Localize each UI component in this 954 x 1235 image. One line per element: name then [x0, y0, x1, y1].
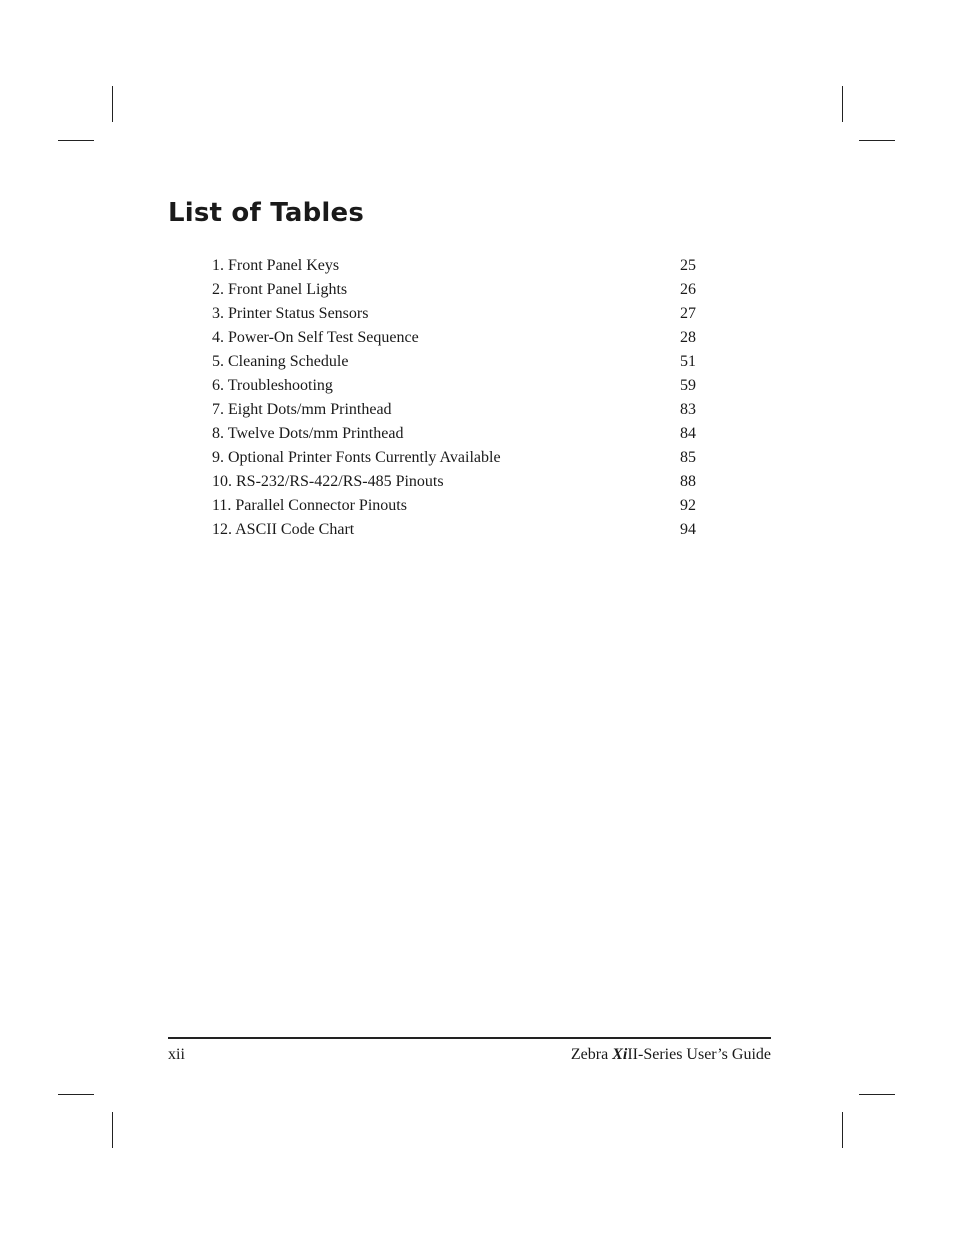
list-item[interactable]	[212, 470, 696, 494]
table-entry-page: 27	[680, 305, 696, 322]
table-entry-page: 94	[680, 521, 696, 538]
list-item[interactable]	[212, 518, 696, 542]
table-entry-page: 51	[680, 353, 696, 370]
crop-mark-top-left-vertical	[112, 86, 113, 122]
list-item[interactable]	[212, 254, 696, 278]
table-list	[212, 254, 696, 542]
footer-guide-brand: Xi	[612, 1046, 628, 1063]
crop-mark-bottom-right-horizontal	[859, 1094, 895, 1095]
table-entry-page: 83	[680, 401, 696, 418]
crop-mark-top-left-horizontal	[58, 140, 94, 141]
table-entry-page: 92	[680, 497, 696, 514]
footer-page-number: xii	[168, 1046, 185, 1063]
crop-mark-bottom-left-vertical	[112, 1112, 113, 1148]
list-item[interactable]	[212, 422, 696, 446]
list-item[interactable]	[212, 398, 696, 422]
table-entry-label: 1. Front Panel Keys	[212, 257, 340, 274]
table-entry-page: 28	[680, 329, 696, 346]
list-item[interactable]	[212, 494, 696, 518]
table-entry-label: 10. RS-232/RS-422/RS-485 Pinouts	[212, 473, 444, 490]
crop-mark-top-right-horizontal	[859, 140, 895, 141]
table-entry-label: 6. Troubleshooting	[212, 377, 333, 394]
table-entry-page: 88	[680, 473, 696, 490]
crop-mark-bottom-left-horizontal	[58, 1094, 94, 1095]
table-entry-label: 11. Parallel Connector Pinouts	[212, 497, 407, 514]
table-entry-label: 4. Power-On Self Test Sequence	[212, 329, 419, 346]
list-item[interactable]	[212, 350, 696, 374]
footer-guide-title	[571, 1044, 771, 1066]
table-entry-label: 12. ASCII Code Chart	[212, 521, 355, 538]
table-entry-label: 2. Front Panel Lights	[212, 281, 348, 298]
list-item[interactable]	[212, 278, 696, 302]
table-entry-page: 84	[680, 425, 696, 442]
table-entry-label: 8. Twelve Dots/mm Printhead	[212, 425, 404, 442]
table-entry-label: 9. Optional Printer Fonts Currently Available	[212, 449, 501, 466]
footer-divider	[168, 1037, 771, 1039]
footer-guide-suffix: II-Series User’s Guide	[627, 1046, 771, 1063]
list-item[interactable]	[212, 374, 696, 398]
table-entry-page: 59	[680, 377, 696, 394]
crop-mark-top-right-vertical	[842, 86, 843, 122]
table-entry-page: 25	[680, 257, 696, 274]
page-title: List of Tables	[168, 198, 365, 228]
table-entry-page: 85	[680, 449, 696, 466]
list-item[interactable]	[212, 326, 696, 350]
list-item[interactable]	[212, 446, 696, 470]
footer-guide-prefix: Zebra	[570, 1046, 613, 1063]
table-entry-label: 7. Eight Dots/mm Printhead	[212, 401, 392, 418]
table-entry-label: 5. Cleaning Schedule	[212, 353, 349, 370]
list-item[interactable]	[212, 302, 696, 326]
crop-mark-bottom-right-vertical	[842, 1112, 843, 1148]
table-entry-label: 3. Printer Status Sensors	[212, 305, 369, 322]
table-entry-page: 26	[680, 281, 696, 298]
